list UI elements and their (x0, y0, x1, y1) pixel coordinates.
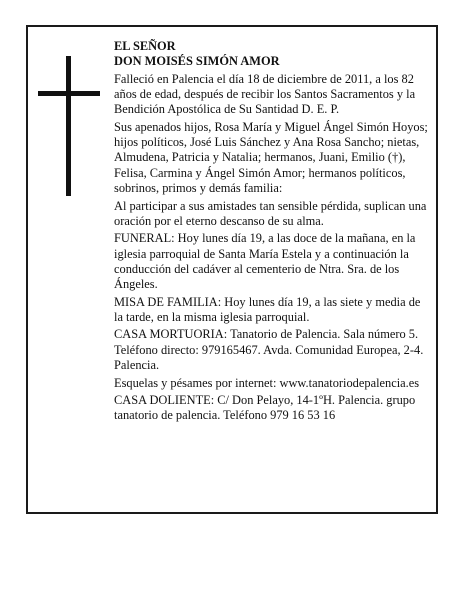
obituary-text (114, 39, 430, 426)
cross-vertical-bar (66, 56, 71, 196)
mourning-house-info: CASA DOLIENTE: C/ Don Pelayo, 14-1ºH. Palencia. grupo tanatorio de palencia. Teléfono 979 16 53 16 (114, 393, 416, 423)
mortuary-info: CASA MORTUORIA: Tanatorio de Palencia. Sala número 5. Teléfono directo: 979165467. Avda. Comunidad Europea, 2-4. Palencia. (114, 327, 424, 373)
heading (114, 39, 430, 70)
obituary-notice (26, 25, 438, 514)
family-mass-info: MISA DE FAMILIA: Hoy lunes día 19, a las siete y media de la tarde, en la misma iglesia parroquial. (114, 294, 421, 324)
deceased-name: DON MOISÉS SIMÓN AMOR (114, 54, 280, 69)
prayer-request: Al participar a sus amistades tan sensible pérdida, suplican una oración por el eterno descanso de su alma. (114, 198, 427, 228)
online-condolences: Esquelas y pésames por internet: www.tanatoriodepalencia.es (114, 375, 420, 390)
heading-line-1: EL SEÑOR (114, 39, 176, 53)
funeral-info: FUNERAL: Hoy lunes día 19, a las doce de la mañana, en la iglesia parroquial de Santa María Estela y a continuación la conducción del cadáver al cementerio de Ntra. Sra. de los Ángeles. (114, 231, 416, 292)
death-announcement: Falleció en Palencia el día 18 de diciembre de 2011, a los 82 años de edad, después de recibir los Santos Sacramentos y la Bendición Apostólica de Su Santidad D. E. P. (114, 71, 416, 117)
cross-icon (28, 27, 108, 227)
cross-horizontal-bar (38, 91, 100, 96)
family-list: Sus apenados hijos, Rosa María y Miguel Ángel Simón Hoyos; hijos políticos, José Luis Sánchez y Ana Rosa Sancho; nietas, Almudena, Patricia y Natalia; hermanos, Juani, Emilio (†), Felisa, Carmina y Ángel Simón Amor; hermanos políticos, sobrinos, primos y demás familia: (114, 119, 428, 196)
